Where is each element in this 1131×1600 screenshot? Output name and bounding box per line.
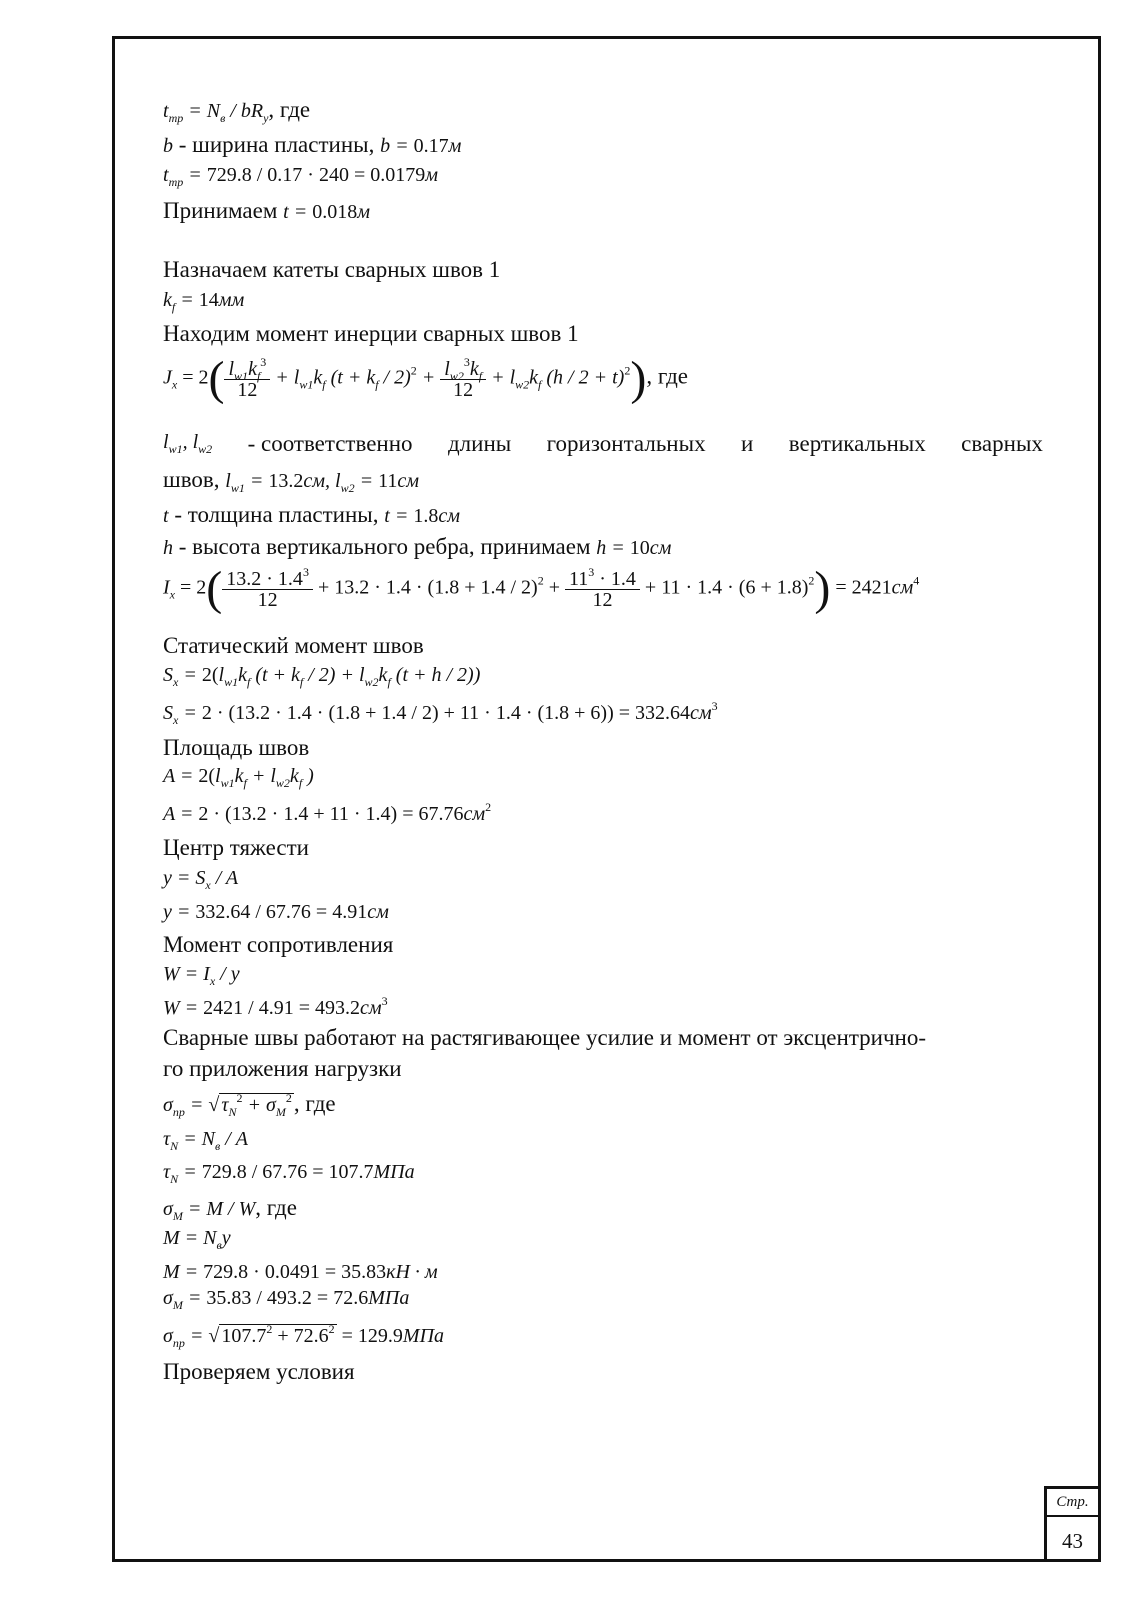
formula-sx-calc: $S_x = 2 \cdot (13.2 \cdot 1.4 \cdot (1.8 + 1.4 / 2) + 11 \cdot 1.4 \cdot (1.8 + 6)) = 332.64см^3$ bbox=[163, 699, 718, 727]
formula-tau-n-calc: $\tau_N = 729.8 / 67.76 = 107.7МПа$ bbox=[163, 1161, 415, 1186]
formula-m: $M = N_вy$ bbox=[163, 1227, 231, 1252]
page-number-box bbox=[1044, 1486, 1101, 1562]
formula-m-calc: M = 729.8 · 0.0491 = 35.83кН · м bbox=[163, 1261, 438, 1283]
heading-centroid: Центр тяжести bbox=[163, 835, 309, 860]
formula-y-calc: y = 332.64 / 67.76 = 4.91см bbox=[163, 901, 389, 923]
formula-tau-n: $\tau_N = N_в / A$ bbox=[163, 1128, 249, 1153]
heading-section-modulus: Момент сопротивления bbox=[163, 932, 394, 957]
line-lw-desc: $l_{w1}$, $l_{w2}$ - соответственно длины горизонтальных и вертикальных сварных bbox=[163, 431, 1043, 456]
formula-sigma-pr-calc: $\sigma_{пр}$ = √ $107.7^2 + 72.6^2 = 129.9МПа$ bbox=[163, 1322, 445, 1350]
formula-y: $y = S_x / A$ bbox=[163, 867, 239, 892]
heading-weld-area: Площадь швов bbox=[163, 735, 310, 760]
formula-a-calc: $A = 2 \cdot (13.2 \cdot 1.4 + 11 \cdot 1.4) = 67.76см^2$ bbox=[163, 800, 492, 825]
formula-t-tr-calc: $t_{тр} = 729.8 / 0.17 \cdot 240 = 0.0179м$ bbox=[163, 164, 438, 189]
line-accept-t: Принимаем t = 0.018м bbox=[163, 198, 370, 223]
formula-ix-calc: $I_x = 2$( $\frac{13.2 \cdot 1.4^3}{12}$ + $13.2 \cdot 1.4 \cdot (1.8 + 1.4 / 2)^2$ + $\frac{11^3 \cdot 1.4}{12}$ + $11 \cdot 1.4 \cdot (6 + 1.8)^2) = 2421см^4$ bbox=[163, 562, 920, 615]
formula-sigma-m-calc: $\sigma_M = 35.83 / 493.2 = 72.6МПа$ bbox=[163, 1287, 410, 1312]
formula-sigma-m: $\sigma_M = M / W$, где bbox=[163, 1195, 297, 1223]
formula-sx: $S_x = 2(l_{w1}k_f$ $(t + k_f / 2) + l_{w2}k_f$ (t + h / 2)) bbox=[163, 664, 481, 689]
line-rib-height: h - высота вертикального ребра, принимаем h = 10см bbox=[163, 534, 672, 559]
formula-w: $W = I_x / y$ bbox=[163, 963, 240, 988]
line-plate-width: b - ширина пластины, b = 0.17м bbox=[163, 132, 462, 157]
heading-find-inertia: Находим момент инерции сварных швов 1 bbox=[163, 321, 579, 346]
page-number: 43 bbox=[1062, 1529, 1083, 1553]
heading-check-conditions: Проверяем условия bbox=[163, 1359, 355, 1384]
page-label: Стр. bbox=[1047, 1489, 1098, 1517]
formula-w-calc: $W = 2421 / 4.91 = 493.2см^3$ bbox=[163, 994, 388, 1019]
text-welds-work-1: Сварные швы работают на растягивающее усилие и момент от эксцентрично- bbox=[163, 1025, 926, 1050]
text-welds-work-2: го приложения нагрузки bbox=[163, 1056, 402, 1081]
heading-assign-legs: Назначаем катеты сварных швов 1 bbox=[163, 257, 501, 282]
formula-a: $A = 2(l_{w1}k_f + l_{w2}k_f$ ) bbox=[163, 765, 314, 790]
formula-jx: $J_x = 2$( $\frac{l_{w1}k_f^3}{12}$ + $l_{w1}k_f$ $(t + k_f / 2)^2$ + $\frac{l_{w2}^3k_f}{12}$ + $l_{w2}k_f$ $(h / 2 + t)^2$), где bbox=[163, 352, 689, 405]
formula-sigma-pr: $\sigma_{пр}$ = √ $\tau_N^2 + \sigma_M^2$, где bbox=[163, 1091, 336, 1119]
formula-kf: $k_f = 14мм$ bbox=[163, 289, 245, 314]
heading-static-moment: Статический момент швов bbox=[163, 633, 424, 658]
line-lw-values: швов, $l_{w1} = 13.2см$, $l_{w2} = 11см$ bbox=[163, 467, 419, 495]
line-thickness: t - толщина пластины, t = 1.8см bbox=[163, 502, 460, 527]
formula-t-tr: $t_{тр} = N_в / bR_y$, где bbox=[163, 97, 311, 125]
